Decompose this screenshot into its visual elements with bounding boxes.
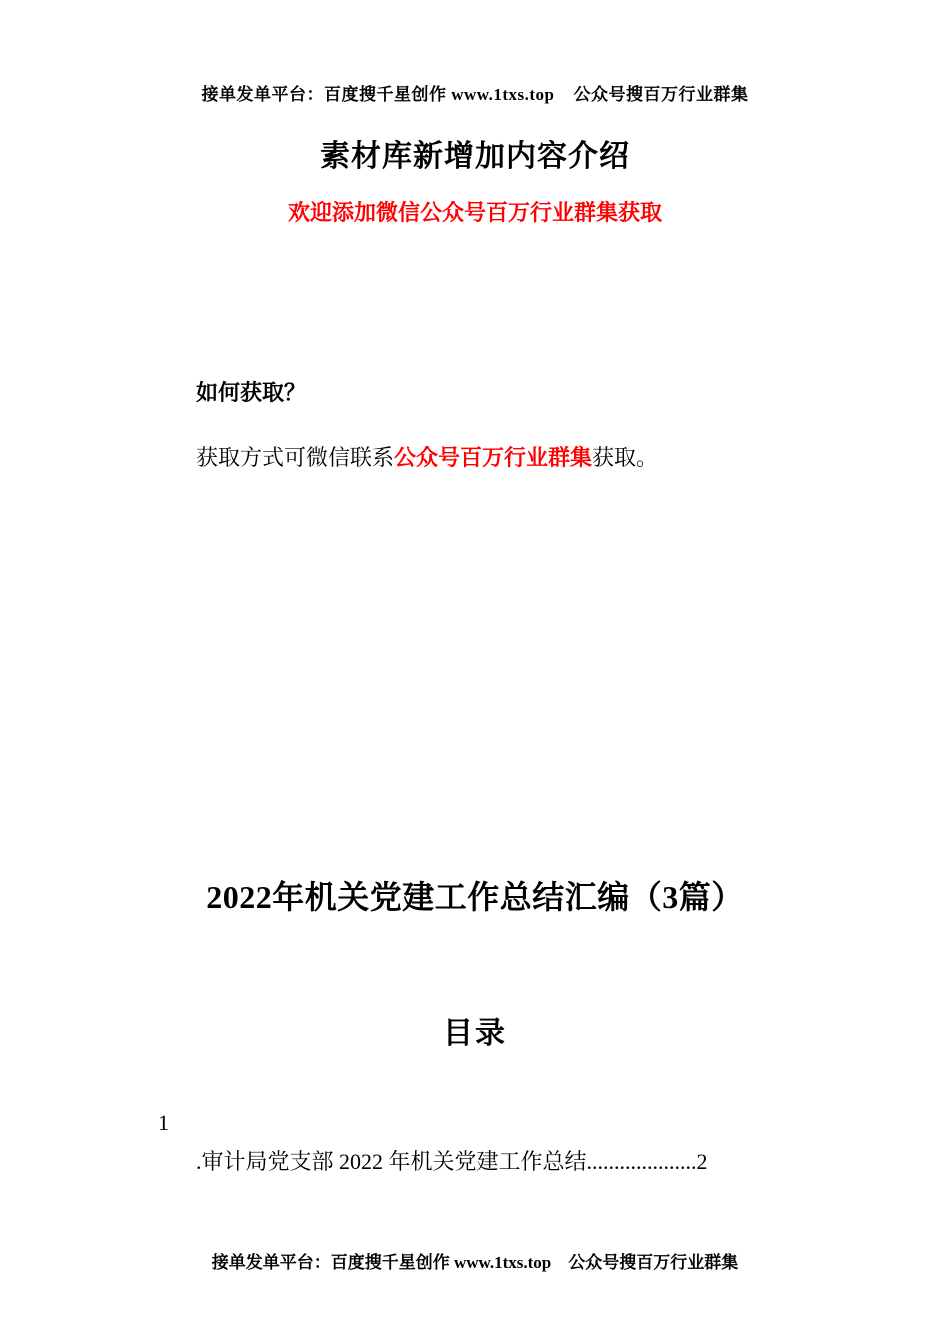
toc-entry-title: .审计局党支部 2022 年机关党建工作总结: [196, 1149, 587, 1174]
toc-entry-leader: ....................: [586, 1149, 697, 1174]
toc-item-number: 1: [158, 1110, 169, 1135]
page-header-note: 接单发单平台：百度搜千星创作 www.1txs.top 公众号搜百万行业群集: [201, 85, 749, 104]
howto-text-suffix: 获取。: [592, 445, 659, 470]
toc-entry[interactable]: [196, 1145, 708, 1176]
howto-heading: 如何获取？: [196, 380, 307, 405]
page-footer-note: 接单发单平台：百度搜千星创作 www.1txs.top 公众号搜百万行业群集: [211, 1253, 739, 1272]
toc-heading: 目录: [443, 1017, 507, 1050]
toc-entry-page: 2: [696, 1149, 708, 1174]
howto-text-prefix: 获取方式可微信联系: [196, 445, 395, 470]
compilation-title: 2022年机关党建工作总结汇编（3篇）: [206, 879, 744, 915]
howto-text-highlight: 公众号百万行业群集: [394, 445, 593, 470]
howto-paragraph: [196, 441, 658, 472]
page-title: 素材库新增加内容介绍: [320, 140, 630, 173]
promo-subtitle: 欢迎添加微信公众号百万行业群集获取: [287, 200, 662, 225]
